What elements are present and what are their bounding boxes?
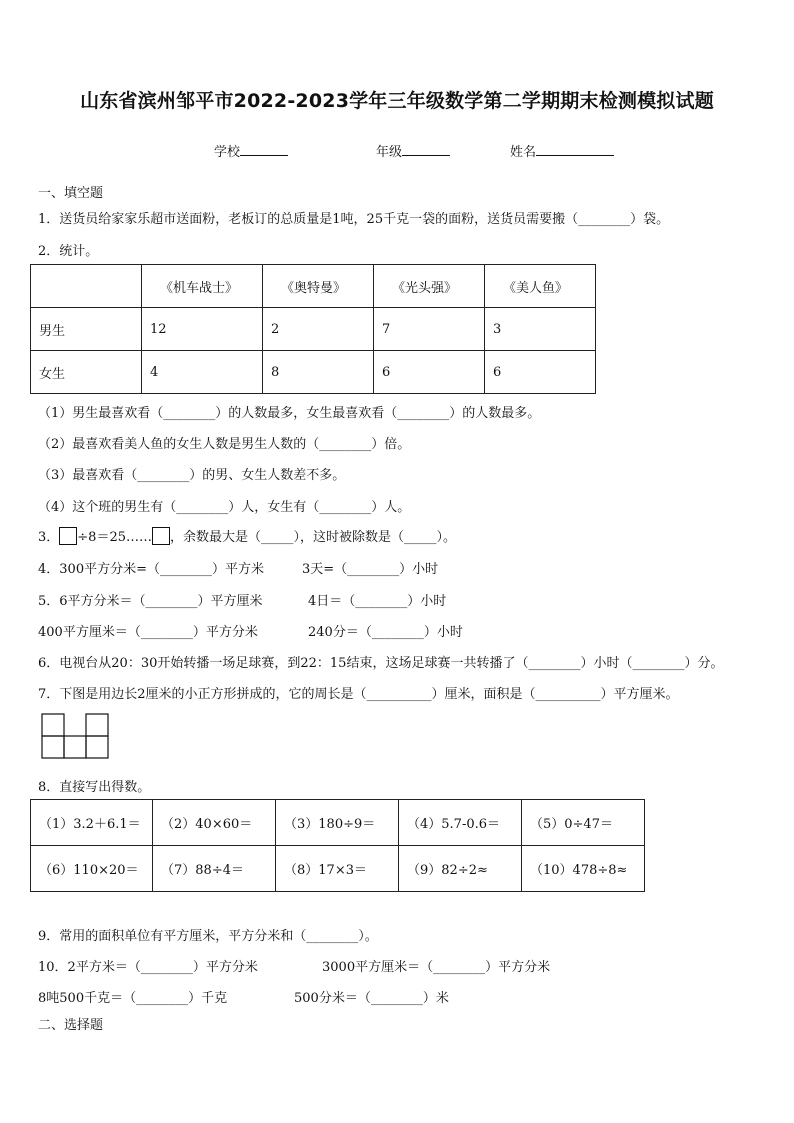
statistics-table: [30, 264, 596, 394]
table-cell: （2）40×60＝: [153, 800, 276, 846]
question-4b: 3天=（________）小时: [302, 562, 439, 577]
table-cell: （8）17×3＝: [276, 846, 399, 892]
question-10a: 10．2平方米＝（________）平方分米: [38, 960, 258, 975]
square-figure: [40, 712, 112, 762]
table-cell: （5）0÷47＝: [522, 800, 645, 846]
question-5b: 4日＝（________）小时: [308, 594, 447, 609]
figure-square: [86, 714, 108, 736]
table-cell: 2: [263, 308, 374, 351]
table-row: [31, 800, 645, 846]
question-2-sub-4: （4）这个班的男生有（________）人，女生有（________）人。: [38, 500, 411, 515]
section-fill-blank-title: 一、填空题: [38, 186, 104, 201]
question-9: 9．常用的面积单位有平方厘米，平方分米和（________）。: [38, 929, 378, 944]
table-row: [31, 308, 596, 351]
table-cell: （9）82÷2≈: [399, 846, 522, 892]
table-cell: 4: [142, 351, 263, 394]
name-blank[interactable]: [536, 143, 614, 156]
question-2-sub-2: （2）最喜欢看美人鱼的女生人数是男生人数的（________）倍。: [38, 437, 411, 452]
table-header: 《机车战士》: [142, 265, 263, 308]
name-field: 姓名: [510, 141, 614, 160]
table-cell: 3: [485, 308, 596, 351]
school-field: 学校: [214, 141, 288, 160]
calculation-table: [30, 799, 645, 892]
table-row: [31, 265, 596, 308]
school-blank[interactable]: [240, 143, 288, 156]
table-header: 《光头强》: [374, 265, 485, 308]
question-8: 8．直接写出得数。: [38, 780, 151, 795]
table-cell: （3）180÷9＝: [276, 800, 399, 846]
table-cell: 6: [374, 351, 485, 394]
section-choice-title: 二、选择题: [38, 1018, 104, 1033]
table-cell: 8: [263, 351, 374, 394]
figure-square: [42, 714, 64, 736]
question-2-sub-1: （1）男生最喜欢看（________）的人数最多，女生最喜欢看（________）的人数最多。: [38, 406, 541, 421]
table-header: 《美人鱼》: [485, 265, 596, 308]
figure-square: [42, 736, 64, 758]
table-cell: （6）110×20＝: [31, 846, 153, 892]
question-7: 7．下图是用边长2厘米的小正方形拼成的，它的周长是（__________）厘米，面积是（__________）平方厘米。: [38, 687, 679, 702]
figure-square: [64, 736, 86, 758]
question-5a: 5．6平方分米＝（________）平方厘米: [38, 594, 263, 609]
question-2-sub-3: （3）最喜欢看（________）的男、女生人数差不多。: [38, 468, 346, 483]
question-10b: 3000平方厘米＝（________）平方分米: [322, 960, 551, 975]
question-2: 2．统计。: [38, 244, 99, 259]
page-title: 山东省滨州邹平市2022-2023学年三年级数学第二学期期末检测模拟试题: [80, 90, 714, 112]
table-cell: 男生: [31, 308, 142, 351]
question-4a: 4．300平方分米=（________）平方米: [38, 562, 264, 577]
grade-field: 年级: [376, 141, 450, 160]
table-cell: 6: [485, 351, 596, 394]
table-cell: （1）3.2＋6.1＝: [31, 800, 153, 846]
grade-blank[interactable]: [402, 143, 450, 156]
answer-box[interactable]: [152, 527, 170, 545]
table-cell: （4）5.7-0.6＝: [399, 800, 522, 846]
table-row: [31, 846, 645, 892]
question-5c: 400平方厘米＝（________）平方分米: [38, 625, 258, 640]
question-10c: 8吨500千克＝（________）千克: [38, 991, 228, 1006]
question-10d: 500分米＝（________）米: [294, 991, 449, 1006]
question-3: 3． ÷8＝25…… ，余数最大是（_____），这时被除数是（_____）。: [38, 526, 456, 545]
table-row: [31, 351, 596, 394]
question-1: 1．送货员给家家乐超市送面粉，老板订的总质量是1吨，25千克一袋的面粉，送货员需要搬（________）袋。: [38, 212, 670, 227]
table-cell: （7）88÷4＝: [153, 846, 276, 892]
question-5d: 240分＝（________）小时: [308, 625, 463, 640]
question-6: 6．电视台从20：30开始转播一场足球赛，到22：15结束，这场足球赛一共转播了（________）小时（________）分。: [38, 656, 724, 671]
table-cell: [31, 265, 142, 308]
answer-box[interactable]: [59, 527, 77, 545]
table-cell: 12: [142, 308, 263, 351]
figure-square: [86, 736, 108, 758]
table-header: 《奥特曼》: [263, 265, 374, 308]
table-cell: （10）478÷8≈: [522, 846, 645, 892]
table-cell: 7: [374, 308, 485, 351]
table-cell: 女生: [31, 351, 142, 394]
